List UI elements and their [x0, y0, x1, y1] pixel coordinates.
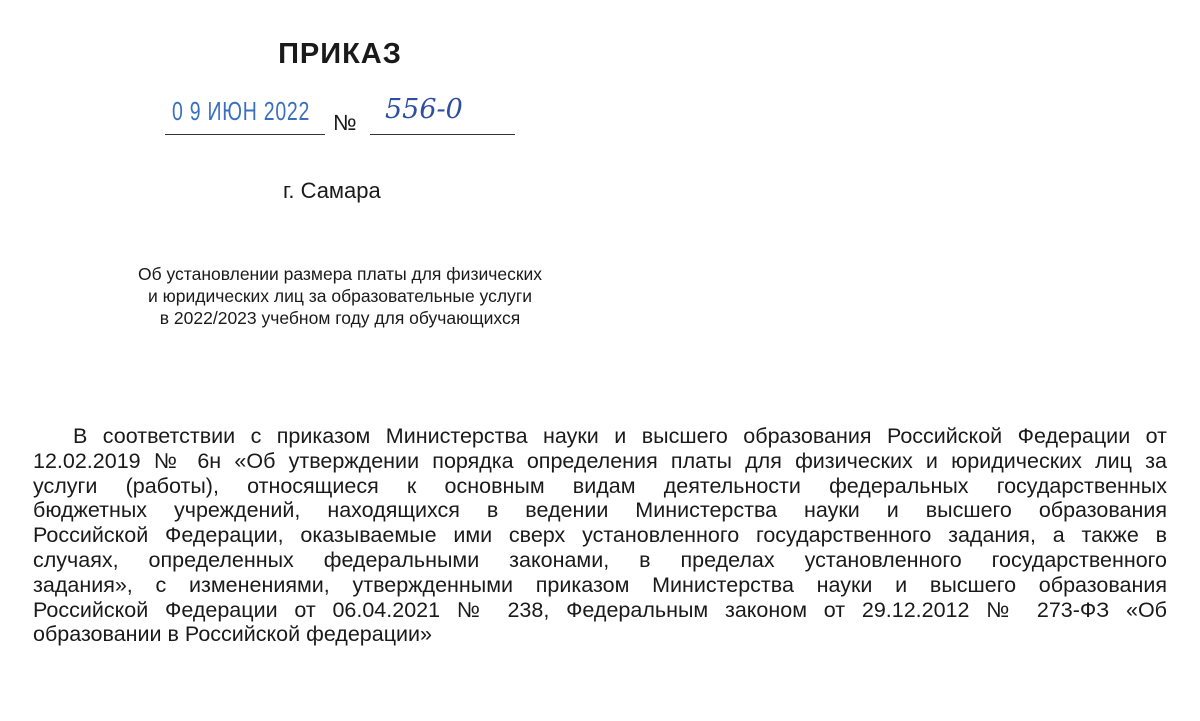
subject-line: и юридических лиц за образовательные услуги	[148, 286, 532, 306]
number-underline	[370, 134, 515, 135]
date-stamp: 0 9 ИЮН 2022	[172, 96, 311, 126]
subject-line: Об установлении размера платы для физических	[137, 264, 543, 284]
body-line: 12.02.2019 № 6н «Об утверждении порядка определения платы для физических и юридических лиц за	[33, 448, 1167, 473]
body-line: образовании в Российской федерации»	[33, 622, 433, 647]
body-line: Российской Федерации от 06.04.2021 № 238, Федеральным законом от 29.12.2012 № 273-ФЗ «Об	[33, 597, 1167, 622]
order-subject	[80, 263, 600, 329]
date-underline	[165, 134, 325, 135]
body-line: задания», с изменениями, утвержденными приказом Министерства науки и высшего образования	[33, 572, 1167, 597]
body-line: случаях, определенных федеральными законами, в пределах установленного государственного	[33, 547, 1167, 572]
number-sign: №	[333, 110, 357, 135]
order-number-handwritten: 556-0	[385, 94, 463, 125]
city: г. Самара	[283, 178, 381, 203]
body-line: В соответствии с приказом Министерства науки и высшего образования Российской Федерации от	[73, 424, 1167, 448]
subject-line: в 2022/2023 учебном году для обучающихся	[159, 308, 521, 328]
document-title: ПРИКАЗ	[278, 38, 402, 70]
body-line: бюджетных учреждений, находящихся в ведении Министерства науки и высшего образования	[33, 498, 1167, 523]
body-paragraph	[33, 424, 1167, 647]
body-line: Российской Федерации, оказываемые ими сверх установленного государственного задания, а также в	[33, 523, 1167, 548]
body-line: услуги (работы), относящиеся к основным видам деятельности федеральных государственных	[33, 473, 1167, 498]
